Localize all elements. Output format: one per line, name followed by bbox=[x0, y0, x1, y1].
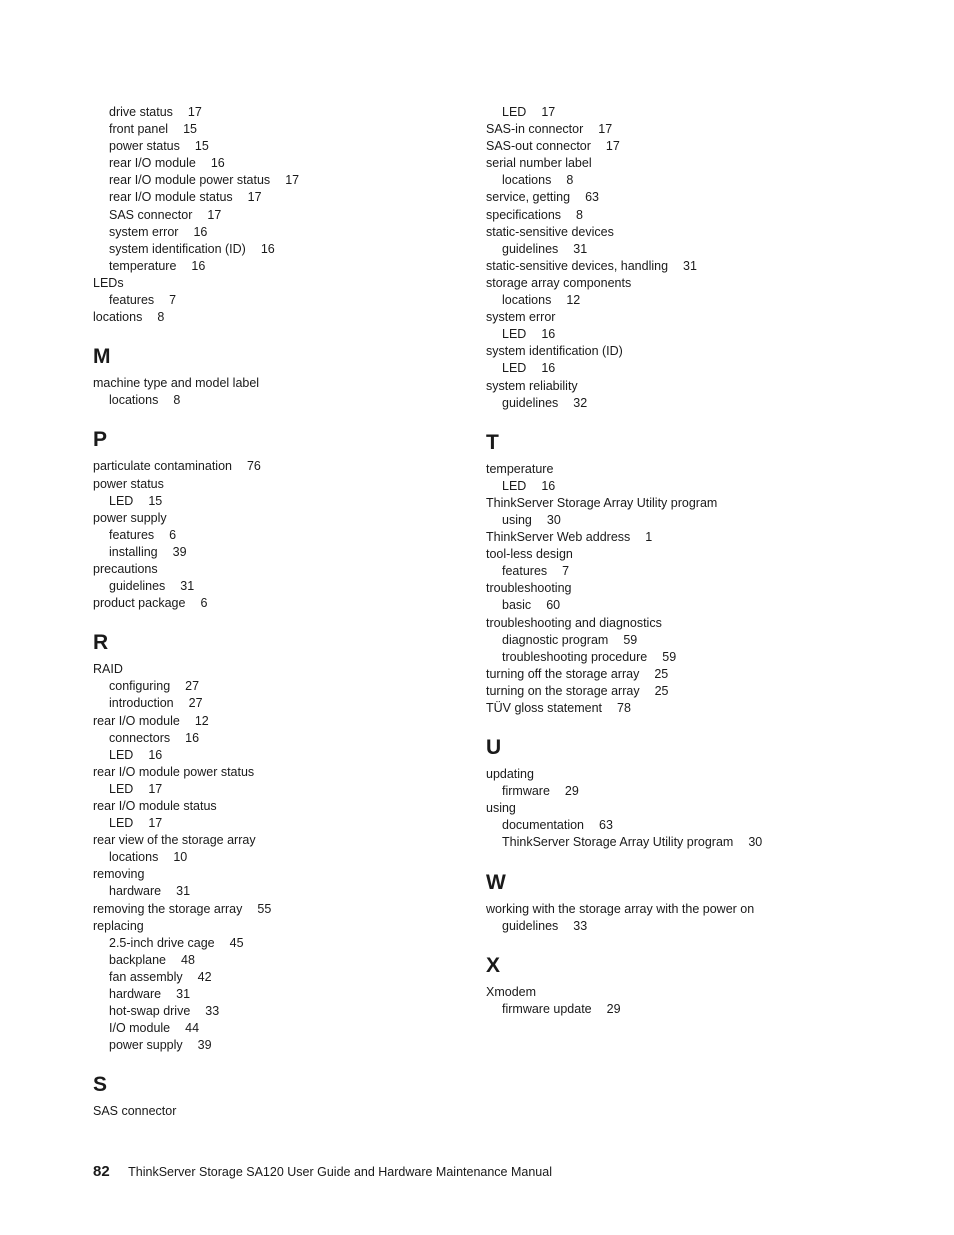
index-term: LED bbox=[109, 493, 134, 508]
index-term: ThinkServer Web address bbox=[486, 530, 631, 545]
index-page-ref[interactable]: 17 bbox=[187, 105, 202, 119]
index-term: ThinkServer Storage Array Utility program bbox=[502, 835, 734, 850]
index-entry bbox=[93, 713, 473, 730]
index-term: guidelines bbox=[502, 395, 559, 410]
index-term: removing bbox=[93, 867, 145, 882]
index-page-ref[interactable]: 16 bbox=[541, 361, 556, 376]
index-page-ref[interactable]: 15 bbox=[183, 122, 197, 137]
index-term: storage array components bbox=[486, 275, 632, 290]
index-subentry bbox=[93, 138, 473, 155]
index-term: precautions bbox=[93, 561, 158, 576]
index-entry bbox=[486, 309, 866, 326]
index-term: temperature bbox=[109, 258, 177, 273]
index-subentry bbox=[486, 241, 866, 258]
index-page-ref[interactable]: 6 bbox=[169, 527, 177, 542]
index-term: features bbox=[109, 527, 155, 542]
index-subentry bbox=[93, 986, 473, 1003]
index-subentry bbox=[486, 1001, 866, 1018]
index-page-ref[interactable]: 8 bbox=[576, 207, 583, 222]
index-subentry bbox=[93, 493, 473, 510]
index-page-ref[interactable]: 25 bbox=[654, 666, 669, 681]
index-entry bbox=[486, 984, 866, 1001]
page-footer bbox=[93, 1163, 552, 1181]
index-subentry bbox=[93, 678, 473, 695]
index-term: LEDs bbox=[93, 275, 124, 290]
index-subentry bbox=[93, 292, 473, 309]
index-entry bbox=[486, 615, 866, 632]
index-letter-heading: X bbox=[486, 953, 501, 977]
index-entry bbox=[93, 918, 473, 935]
index-page-ref[interactable]: 16 bbox=[260, 241, 275, 256]
index-term: firmware update bbox=[502, 1001, 592, 1016]
index-letter-heading: T bbox=[486, 430, 499, 454]
index-page-ref[interactable]: 31 bbox=[683, 258, 697, 273]
index-page-ref[interactable]: 17 bbox=[207, 207, 222, 222]
index-subentry bbox=[93, 952, 473, 969]
index-page-ref[interactable]: 7 bbox=[169, 293, 177, 308]
index-term: SAS-out connector bbox=[486, 139, 591, 154]
index-entry bbox=[93, 309, 473, 326]
index-subentry bbox=[486, 172, 866, 189]
index-term: system identification (ID) bbox=[486, 344, 623, 359]
index-term: using bbox=[486, 801, 516, 816]
index-letter-heading: S bbox=[93, 1073, 108, 1097]
index-subentry bbox=[486, 512, 866, 529]
index-page-ref[interactable]: 39 bbox=[197, 1038, 212, 1053]
index-subentry bbox=[486, 834, 866, 851]
index-term: machine type and model label bbox=[93, 376, 260, 391]
index-subentry bbox=[93, 883, 473, 900]
index-page-ref[interactable]: 27 bbox=[185, 679, 200, 694]
index-page-ref[interactable]: 39 bbox=[172, 544, 187, 559]
index-page-ref[interactable]: 17 bbox=[285, 173, 300, 188]
index-term: serial number label bbox=[486, 156, 592, 171]
index-page-ref[interactable]: 31 bbox=[176, 884, 191, 899]
index-page-ref[interactable]: 16 bbox=[185, 730, 200, 745]
index-term: backplane bbox=[109, 952, 166, 967]
index-entry bbox=[93, 832, 473, 849]
index-page-ref[interactable]: 63 bbox=[585, 190, 599, 205]
index-entry bbox=[486, 224, 866, 241]
index-page-ref[interactable]: 33 bbox=[573, 918, 588, 933]
index-page-ref[interactable]: 32 bbox=[573, 395, 588, 410]
index-term: working with the storage array with the power on bbox=[486, 901, 755, 916]
index-term: front panel bbox=[109, 122, 169, 137]
index-term: features bbox=[109, 293, 155, 308]
index-term: firmware bbox=[502, 784, 550, 799]
index-term: hardware bbox=[109, 987, 162, 1002]
index-term: installing bbox=[109, 544, 158, 559]
index-page-ref[interactable]: 15 bbox=[194, 139, 209, 154]
index-subentry bbox=[93, 578, 473, 595]
index-page-ref[interactable]: 45 bbox=[229, 935, 244, 950]
index-entry bbox=[93, 1103, 473, 1120]
index-subentry bbox=[93, 392, 473, 409]
index-subentry bbox=[486, 292, 866, 309]
index-subentry bbox=[93, 781, 473, 798]
index-page-ref[interactable]: 31 bbox=[180, 579, 195, 594]
index-term: SAS connector bbox=[109, 207, 193, 222]
index-term: power status bbox=[109, 139, 180, 154]
index-term: power status bbox=[93, 476, 164, 491]
index-page-ref[interactable]: 16 bbox=[541, 478, 556, 493]
index-term: LED bbox=[502, 327, 527, 342]
index-entry bbox=[486, 766, 866, 783]
index-term: power supply bbox=[93, 510, 167, 525]
index-term: LED bbox=[502, 105, 527, 119]
index-subentry bbox=[93, 258, 473, 275]
index-term: rear I/O module power status bbox=[109, 173, 271, 188]
index-term: TÜV gloss statement bbox=[486, 701, 603, 715]
index-term: system error bbox=[486, 310, 556, 325]
index-entry bbox=[93, 458, 473, 475]
index-page-ref[interactable]: 25 bbox=[654, 683, 669, 698]
index-letter-heading: M bbox=[93, 345, 111, 369]
index-term: turning on the storage array bbox=[486, 683, 640, 698]
index-term: removing the storage array bbox=[93, 901, 243, 916]
index-subentry bbox=[93, 730, 473, 747]
index-page-ref[interactable]: 31 bbox=[176, 987, 191, 1002]
index-entry bbox=[93, 375, 473, 392]
index-term: SAS connector bbox=[93, 1104, 177, 1119]
index-term: troubleshooting bbox=[486, 581, 572, 596]
index-page-ref[interactable]: 59 bbox=[623, 632, 638, 647]
index-entry bbox=[93, 595, 473, 612]
index-term: particulate contamination bbox=[93, 459, 232, 474]
index-entry bbox=[93, 764, 473, 781]
index-term: guidelines bbox=[502, 241, 559, 256]
index-entry bbox=[486, 901, 866, 918]
index-page-ref[interactable]: 78 bbox=[617, 701, 631, 715]
index-term: configuring bbox=[109, 679, 171, 694]
index-page-ref[interactable]: 1 bbox=[645, 530, 653, 545]
index-term: LED bbox=[109, 747, 134, 762]
index-page-ref[interactable]: 16 bbox=[210, 156, 225, 171]
index-entry bbox=[486, 580, 866, 597]
index-page-ref[interactable]: 76 bbox=[246, 459, 261, 474]
index-term: updating bbox=[486, 767, 534, 782]
index-entry bbox=[486, 138, 866, 155]
index-subentry bbox=[93, 527, 473, 544]
index-subentry bbox=[93, 104, 473, 121]
index-entry bbox=[486, 258, 866, 275]
index-subentry bbox=[93, 1020, 473, 1037]
index-term: locations bbox=[502, 293, 552, 308]
index-term: 2.5-inch drive cage bbox=[109, 935, 215, 950]
index-term: turning off the storage array bbox=[486, 666, 640, 681]
index-entry bbox=[486, 461, 866, 478]
index-subentry bbox=[93, 224, 473, 241]
index-subentry bbox=[93, 121, 473, 138]
index-term: rear I/O module bbox=[109, 156, 196, 171]
index-term: LED bbox=[109, 781, 134, 796]
index-term: basic bbox=[502, 598, 532, 613]
index-subentry bbox=[93, 815, 473, 832]
footer-title: ThinkServer Storage SA120 User Guide and Hardware Maintenance Manual bbox=[128, 1165, 552, 1179]
index-term: guidelines bbox=[502, 918, 559, 933]
index-entry bbox=[486, 155, 866, 172]
index-page-ref[interactable]: 6 bbox=[200, 596, 208, 611]
index-entry bbox=[93, 561, 473, 578]
index-page-ref[interactable]: 31 bbox=[573, 241, 588, 256]
index-entry bbox=[93, 866, 473, 883]
index-term: introduction bbox=[109, 696, 174, 711]
index-page-ref[interactable]: 17 bbox=[247, 190, 262, 205]
index-term: locations bbox=[93, 310, 143, 325]
index-entry bbox=[93, 901, 473, 918]
index-subentry bbox=[93, 207, 473, 224]
index-subentry bbox=[93, 935, 473, 952]
index-subentry bbox=[93, 969, 473, 986]
index-subentry bbox=[486, 478, 866, 495]
index-subentry bbox=[486, 649, 866, 666]
index-page-ref[interactable]: 15 bbox=[148, 493, 163, 508]
index-page-ref[interactable]: 33 bbox=[205, 1004, 220, 1019]
index-column-left bbox=[93, 104, 473, 1121]
index-entry bbox=[486, 683, 866, 700]
index-subentry bbox=[486, 104, 866, 121]
index-term: drive status bbox=[109, 105, 173, 119]
index-entry bbox=[486, 666, 866, 683]
index-entry bbox=[93, 476, 473, 493]
index-term: power supply bbox=[109, 1038, 183, 1053]
index-page-ref[interactable]: 12 bbox=[194, 713, 209, 728]
index-term: system reliability bbox=[486, 378, 578, 393]
index-page-ref[interactable]: 27 bbox=[188, 696, 203, 711]
index-page-ref[interactable]: 16 bbox=[191, 258, 206, 273]
index-term: hot-swap drive bbox=[109, 1004, 191, 1019]
index-entry bbox=[486, 546, 866, 563]
index-entry bbox=[486, 700, 866, 717]
index-term: specifications bbox=[486, 207, 562, 222]
index-page-ref[interactable]: 55 bbox=[257, 901, 272, 916]
index-letter-heading: P bbox=[93, 428, 108, 452]
index-subentry bbox=[93, 695, 473, 712]
index-subentry bbox=[486, 632, 866, 649]
index-subentry bbox=[93, 1003, 473, 1020]
index-subentry bbox=[93, 172, 473, 189]
index-page-ref[interactable]: 42 bbox=[197, 969, 212, 984]
index-page-ref[interactable]: 8 bbox=[566, 173, 574, 188]
index-term: RAID bbox=[93, 662, 123, 677]
index-term: guidelines bbox=[109, 579, 166, 594]
index-term: features bbox=[502, 564, 548, 579]
index-term: service, getting bbox=[486, 190, 571, 205]
index-term: tool-less design bbox=[486, 547, 573, 562]
index-entry bbox=[486, 800, 866, 817]
index-subentry bbox=[93, 849, 473, 866]
index-page-ref[interactable]: 17 bbox=[148, 781, 163, 796]
index-page-ref[interactable]: 17 bbox=[541, 105, 556, 119]
index-term: static-sensitive devices, handling bbox=[486, 258, 669, 273]
index-term: LED bbox=[109, 816, 134, 831]
index-term: using bbox=[502, 512, 532, 527]
index-term: system error bbox=[109, 224, 179, 239]
page-number: 82 bbox=[93, 1163, 110, 1180]
index-entry bbox=[486, 495, 866, 512]
index-subentry bbox=[486, 395, 866, 412]
index-page-ref[interactable]: 17 bbox=[148, 816, 163, 831]
index-term: system identification (ID) bbox=[109, 241, 246, 256]
index-term: SAS-in connector bbox=[486, 122, 584, 137]
index-page-ref[interactable]: 7 bbox=[562, 564, 570, 579]
index-subentry bbox=[486, 563, 866, 580]
index-term: ThinkServer Storage Array Utility program bbox=[486, 495, 718, 510]
index-subentry bbox=[486, 783, 866, 800]
index-term: rear I/O module status bbox=[93, 799, 217, 813]
index-entry bbox=[486, 121, 866, 138]
index-page-ref[interactable]: 16 bbox=[193, 224, 208, 239]
index-page-ref[interactable]: 30 bbox=[546, 512, 561, 527]
index-column-right bbox=[486, 104, 866, 1018]
index-term: hardware bbox=[109, 884, 162, 899]
index-entry bbox=[486, 189, 866, 206]
index-page-ref[interactable]: 17 bbox=[598, 122, 613, 137]
index-page-ref[interactable]: 16 bbox=[541, 327, 556, 342]
index-page-ref[interactable]: 8 bbox=[173, 393, 181, 408]
index-subentry bbox=[93, 241, 473, 258]
index-term: rear I/O module status bbox=[109, 190, 233, 205]
index-subentry bbox=[486, 817, 866, 834]
index-page-ref[interactable]: 16 bbox=[148, 747, 163, 762]
index-entry bbox=[486, 275, 866, 292]
index-subentry bbox=[93, 155, 473, 172]
index-page-ref[interactable]: 12 bbox=[566, 293, 581, 308]
index-entry bbox=[486, 207, 866, 224]
index-subentry bbox=[93, 1037, 473, 1054]
index-term: LED bbox=[502, 478, 527, 493]
index-term: fan assembly bbox=[109, 969, 183, 984]
index-page-ref[interactable]: 29 bbox=[564, 784, 579, 799]
index-term: replacing bbox=[93, 918, 144, 933]
index-term: rear I/O module power status bbox=[93, 764, 255, 779]
index-page-ref[interactable]: 30 bbox=[748, 835, 763, 850]
index-page-ref[interactable]: 48 bbox=[181, 952, 195, 967]
index-page-ref[interactable]: 8 bbox=[157, 310, 165, 325]
index-entry bbox=[486, 529, 866, 546]
index-page-ref[interactable]: 59 bbox=[662, 649, 677, 664]
index-term: diagnostic program bbox=[502, 632, 609, 647]
index-letter-heading: U bbox=[486, 736, 502, 760]
index-term: documentation bbox=[502, 818, 585, 833]
index-page-ref[interactable]: 44 bbox=[185, 1021, 200, 1036]
index-term: I/O module bbox=[109, 1021, 171, 1036]
index-entry bbox=[486, 343, 866, 360]
index-entry bbox=[93, 510, 473, 527]
index-term: troubleshooting procedure bbox=[502, 649, 648, 664]
index-page-ref[interactable]: 17 bbox=[605, 139, 620, 154]
index-page-ref[interactable]: 10 bbox=[173, 850, 188, 865]
index-term: product package bbox=[93, 596, 186, 611]
index-entry bbox=[93, 798, 473, 815]
index-term: rear I/O module bbox=[93, 713, 180, 728]
index-term: temperature bbox=[486, 461, 554, 476]
index-term: rear view of the storage array bbox=[93, 833, 256, 848]
index-letter-heading: W bbox=[486, 870, 506, 894]
index-term: static-sensitive devices bbox=[486, 224, 614, 239]
index-entry bbox=[93, 275, 473, 292]
index-subentry bbox=[93, 747, 473, 764]
index-page-ref[interactable]: 60 bbox=[546, 598, 561, 613]
index-term: connectors bbox=[109, 730, 171, 745]
index-subentry bbox=[486, 597, 866, 614]
index-entry bbox=[93, 661, 473, 678]
index-subentry bbox=[93, 544, 473, 561]
index-page-ref[interactable]: 63 bbox=[599, 818, 613, 833]
index-term: LED bbox=[502, 361, 527, 376]
index-term: troubleshooting and diagnostics bbox=[486, 615, 662, 630]
index-term: Xmodem bbox=[486, 984, 537, 999]
index-subentry bbox=[486, 326, 866, 343]
index-subentry bbox=[486, 918, 866, 935]
index-entry bbox=[486, 378, 866, 395]
index-subentry bbox=[93, 189, 473, 206]
index-subentry bbox=[486, 360, 866, 377]
index-term: locations bbox=[109, 393, 159, 408]
index-term: locations bbox=[502, 173, 552, 188]
index-letter-heading: R bbox=[93, 631, 109, 655]
index-page-ref[interactable]: 29 bbox=[606, 1001, 621, 1016]
index-term: locations bbox=[109, 850, 159, 865]
